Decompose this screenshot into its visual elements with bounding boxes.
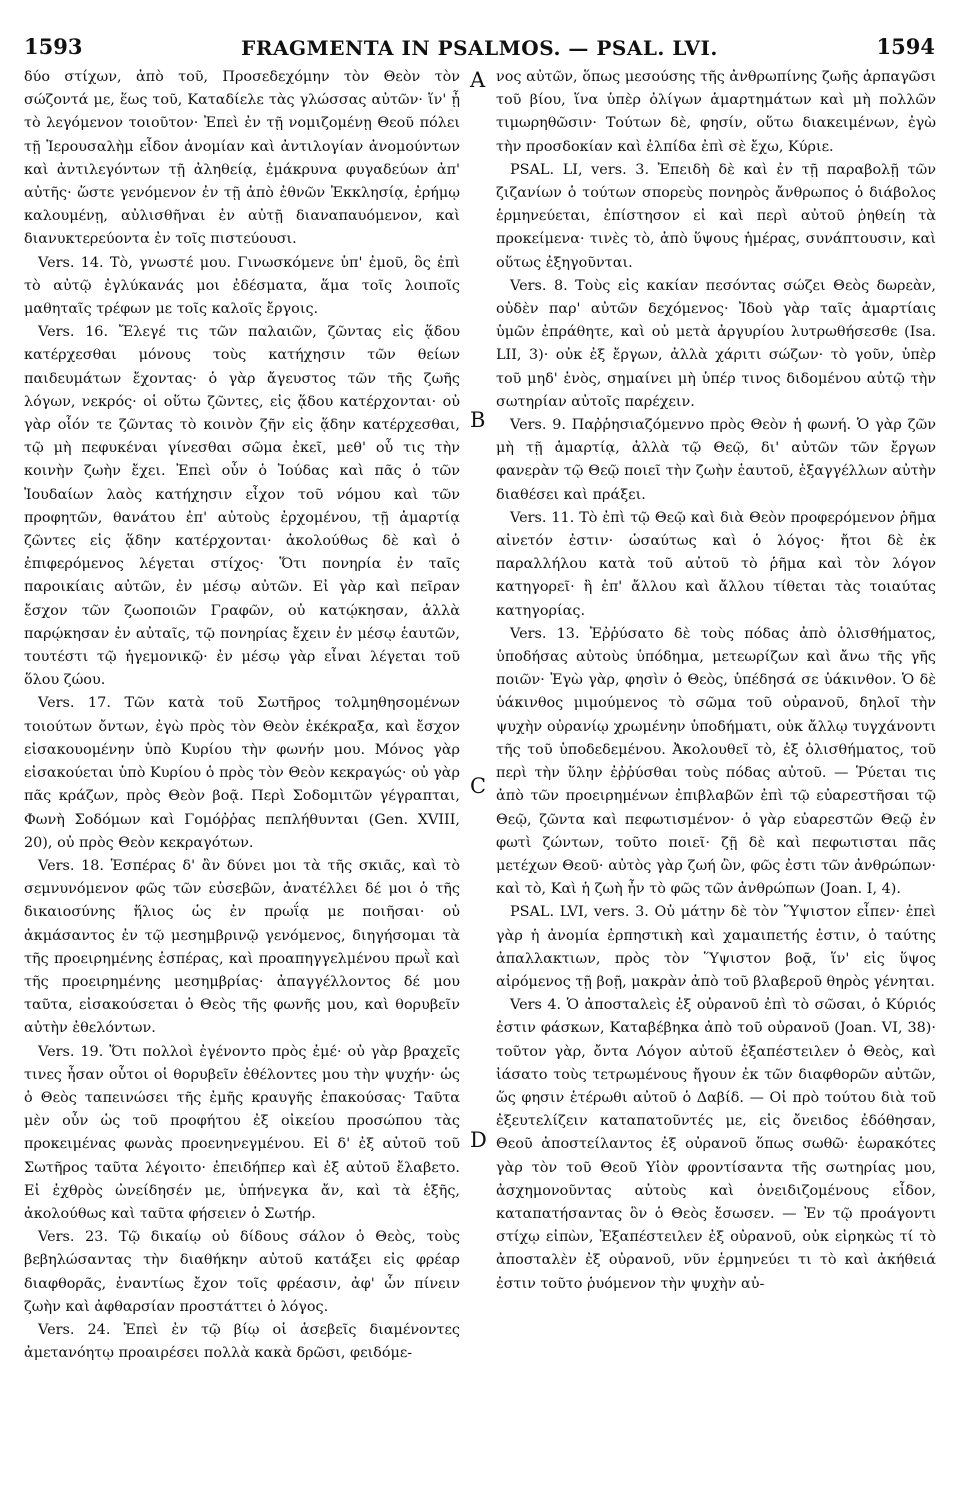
paragraph: PSAL. LVI, vers. 3. Οὐ μάτην δὲ τὸν Ὕψιστον εἶπεν· ἐπεὶ γὰρ ἡ ἀνομία ἐρπηστικὴ καὶ χαμαιπετής ἐστιν, ὁ ταύτης ἀπαλλακτιων, πρὸς τὸν Ὕψιστον βοᾷ, ἵν' εἰς ὕψος αἰρόμενος τῇ βοῇ, μακρὰν ἀπὸ τοῦ βλαβεροῦ θηρὸς γένηται. (496, 904, 936, 990)
paragraph: νος αὐτῶν, ὅπως μεσούσης τῆς ἀνθρωπίνης ζωῆς ἁρπαγῶσι τοῦ βίου, ἵνα ὑπὲρ ὀλίγων ἁμαρτημάτων καὶ μὴ πολλῶν τιμωρηθῶσιν· Τούτων δὲ, φησίν, οὕτω διακειμένων, ἐγὼ τὴν προσδοκίαν καὶ ἐλπίδα ἐπὶ σὲ ἔχω, Κύριε. (496, 69, 936, 155)
paragraph: Vers. 9. Παῤῥησιαζόμεννο πρὸς Θεὸν ἡ φωνή. Ὁ γὰρ ζῶν μὴ τῇ ἁμαρτίᾳ, ἀλλὰ τῷ Θεῷ, δι' αὐτῶν τῶν ἔργων φανερὰν τῷ Θεῷ ποιεῖ τὴν ζωὴν ἑαυτοῦ, ἐξαγγέλλων αὐτὴν διαθέσει καὶ πράξει. (496, 417, 936, 503)
margin-section-letters (466, 0, 494, 1501)
margin-letter: A (470, 68, 486, 92)
margin-letter: D (470, 1128, 487, 1152)
paragraph: Vers. 18. Ἑσπέρας δ' ἂν δύνει μοι τὰ τῆς σκιᾶς, καὶ τὸ σεμνυνόμενον φῶς τῶν εὐσεβῶν, ἀνατέλλει δέ μοι ὁ τῆς δικαιοσύνης ἥλιος ὡς ἐν πρωΐᾳ με ποιῆσαι· οὐ ἀκμάσαντος ἐν τῷ μεσημβρινῷ γενόμενος, διηγήσομαι τὰ τῆς προειρημένης ἑσπέρας, καὶ προαπηγγελμένου πρωῒ καὶ τῆς προειρημένης μεσημβρίας· ἀπαγγέλλοντος δέ μου ταῦτα, εἰσακούσεται ὁ Θεὸς τῆς φωνῆς μου, καὶ θορυβεῖν αὐτὴν ἐθελόντων. (24, 857, 460, 1037)
paragraph: PSAL. LI, vers. 3. Ἐπειδὴ δὲ καὶ ἐν τῇ παραβολῇ τῶν ζιζανίων ὁ τούτων σπορεὺς πονηρὸς ἄνθρωπος ὁ διάβολος ἑρμηνεύεται, ἐπίστησον εἰ καὶ περὶ αὐτοῦ ῥηθείη τὰ προκείμενα· τινὲς τὸ, ἀπὸ ὕψους ἡμέρας, συνάπτουσιν, καὶ οὕτως ἐξηγοῦνται. (496, 161, 936, 271)
paragraph: Vers. 13. Ἐῤῥύσατο δὲ τοὺς πόδας ἀπὸ ὀλισθήματος, ὑποδήσας αὐτοὺς ὑπόδημα, μετεωρίζων καὶ ἄνω τῆς γῆς ποιῶν· Ἐγὼ γὰρ, φησὶν ὁ Θεὸς, ὑπέδησά σε ὑάκινθον. Ὁ δὲ ὑάκινθος μιμούμενος τὸ σῶμα τοῦ οὐρανοῦ, δηλοῖ τὴν ψυχὴν οὐρανίῳ χρωμένην ὑποδήματι, οὐκ ἄλλῳ τυγχάνοντι τῆς τοῦ ὑποδεδεμένου. Ἀκολουθεῖ τὸ, ἐξ ὀλισθήματος, τοῦ περὶ τὴν ὕλην ἐῤῥύσθαι τοὺς πόδας αὐτοῦ. — Ῥύεται τις ἀπὸ τῶν προειρημένων ἐπιβλαβῶν ἐπὶ τῷ εὐαρεστῆσαι τῷ Θεῷ, ζῶντα καὶ πεφωτισμένον· ὁ γὰρ εὐαρεστῶν Θεῷ ἐν φωτὶ ζώντων, τοῦτο ποιεῖ· ζῇ δὲ καὶ πεφωτισται πᾶς μετέχων Θεοῦ· αὐτὸς γὰρ ζωή ὢν, φῶς ἐστι τῶν ἀνθρώπων· καὶ τὸ, Καὶ ἡ ζωὴ ἦν τὸ φῶς τῶν ἀνθρώπων (Joan. I, 4). (496, 625, 936, 898)
paragraph: Vers. 11. Τὸ ἐπὶ τῷ Θεῷ καὶ διὰ Θεὸν προφερόμενον ῥῆμα αἰνετόν ἐστιν· ὡσαύτως καὶ ὁ λόγος· ἤτοι δὲ ἐκ παραλλήλου κατὰ τοῦ αὐτοῦ τὸ ῥῆμα καὶ τὸν λόγον κατηγορεῖ· ἢ ἐπ' ἄλλου καὶ ἄλλου τίθεται τὰς τοιαύτας κατηγορίας. (496, 509, 936, 619)
paragraph: Vers. 19. Ὅτι πολλοὶ ἐγένοντο πρὸς ἐμέ· οὐ γὰρ βραχεῖς τινες ἦσαν οὗτοι οἱ θορυβεῖν ἐθέλοντες μου τὴν ψυχήν· ὡς ὁ Θεὸς ταπεινώσει τῆς ἐμῆς κραυγῆς ἐπακούσας· Ταῦτα μὲν οὖν ὡς τοῦ προφήτου ἐξ οἰκείου προσώπου τὰς προκειμένας φωνὰς προενηνεγμένου. Εἰ δ' ἐξ αὐτοῦ τοῦ Σωτῆρος ταῦτα λέγοιτο· ἐπειδήπερ καὶ ἐξ αὐτοῦ ἔλαβετο. Εἰ ἐχθρὸς ὠνείδησέν με, ὑπήνεγκα ἄν, καὶ τὰ ἑξῆς, ἀκολούθως καὶ ταῦτα φήσειεν ὁ Σωτήρ. (24, 1043, 460, 1222)
right-column (496, 66, 936, 1296)
paragraph: Vers. 17. Τῶν κατὰ τοῦ Σωτῆρος τολμηθησομένων τοιούτων ὄντων, ἐγὼ πρὸς τὸν Θεὸν ἐκέκραξα, καὶ ἔσχον εἰσακουομένην ὑπὸ Κυρίου τὴν φωνήν μου. Μόνος γὰρ εἰσακούεται ὑπὸ Κυρίου ὁ πρὸς τὸν Θεὸν κεκραγώς· οὐ γὰρ πᾶς κράζων, πρὸς Θεὸν βοᾷ. Περὶ Σοδομιτῶν γέγραπται, Φωνὴ Σοδόμων καὶ Γομόῤῥας πεπλήθυνται (Gen. XVIII, 20), οὐ πρὸς Θεὸν κεκραγότων. (24, 695, 460, 851)
paragraph: Vers. 23. Τῷ δικαίῳ οὐ δίδους σάλον ὁ Θεὸς, τοὺς βεβηλώσαντας τὴν διαθήκην αὐτοῦ κατάξει εἰς φρέαρ διαφθορᾶς, ἐναντίως ἔχον τοῖς φρέασιν, ἀφ' ὧν πίνειν ζωὴν καὶ ἀφθαρσίαν προστάττει ὁ λόγος. (24, 1229, 460, 1315)
right-page-number: 1594 (876, 34, 935, 59)
running-title: FRAGMENTA IN PSALMOS. — PSAL. LVI. (241, 36, 718, 60)
paragraph: Vers. 8. Τοὺς εἰς κακίαν πεσόντας σώζει Θεὸς δωρεὰν, οὐδὲν παρ' αὐτῶν δεχόμενος· Ἰδοὺ γὰρ ταῖς ἁμαρτίαις ὑμῶν ἐπράθητε, καὶ οὐ μετὰ ἀργυρίου λυτρωθήσεσθε (Isa. LII, 3)· οὐκ ἐξ ἔργων, ἀλλὰ χάριτι σώζων· τὸ γοῦν, ὑπὲρ τοῦ μηδ' ἑνὸς, σημαίνει μὴ ὑπέρ τινος διδομένου αὐτῷ τὴν σωτηρίαν αὐτοῖς παρέχειν. (496, 277, 936, 410)
paragraph: Vers 4. Ὁ ἀποσταλεὶς ἐξ οὐρανοῦ ἐπὶ τὸ σῶσαι, ὁ Κύριός ἐστιν φάσκων, Καταβέβηκα ἀπὸ τοῦ οὐρανοῦ (Joan. VI, 38)· τοῦτον γὰρ, ὄντα Λόγον αὐτοῦ ἐξαπέστειλεν ὁ Θεὸς, καὶ ἰάσατο τοὺς τετρωμένους ἤγουν ἐκ τῶν διαφθορῶν αὐτῶν, ὥς φησιν ἑτέρωθι αὐτοῦ ὁ Δαβίδ. — Οἱ πρὸ τούτου διὰ τοῦ ἐξευτελίζειν καταπατοῦντές με, εἰς ὄνειδος ἐδόθησαν, Θεοῦ ἀποστείλαντος ἐξ οὐρανοῦ ὅπως σωθῶ· ἑωρακότες γὰρ τὸν τοῦ Θεοῦ Υἱὸν φροντίσαντα τῆς σωτηρίας μου, ἀσχημονοῦντας αὐτοὺς καὶ ὀνειδιζομένους εἶδον, καταπατήσαντας ὃν ὁ Θεὸς ἔσωσεν. — Ἐν τῷ προάγοντι στίχῳ εἰπὼν, Ἐξαπέστειλεν ἐξ οὐρανοῦ, οὐκ εἰρηκὼς τί τὸ ἀποσταλὲν ἐξ οὐρανοῦ, νῦν ἑρμηνεύει τι τὸ καὶ ἀκήθειά ἐστιν τοῦτο ῥυόμενον τὴν ψυχὴν αὐ- (496, 997, 936, 1292)
paragraph: Vers. 16. Ἔλεγέ τις τῶν παλαιῶν, ζῶντας εἰς ᾅδου κατέρχεσθαι μόνους τοὺς κατήχησιν τῶν θείων παιδευμάτων ἔχοντας· ὁ γὰρ ἄγευστος τῶν τῆς ζωῆς λόγων, νεκρός· οἱ οὕτω ζῶντες, εἰς ᾅδου κατέρχονται· οὐ γὰρ οἷόν τε ζῶντας τὸ κοινὸν ζῆν εἰς ᾅδην κατέρχεσθαι, τῷ μὴ πεφυκέναι γίνεσθαι σῶμα ἐκεῖ, μεθ' οὗ τις τὴν κοινὴν ζωὴν ἔχει. Ἐπεὶ οὖν ὁ Ἰούδας καὶ πᾶς ὁ τῶν Ἰουδαίων λαὸς κατήχησιν εἶχον τοῦ νόμου καὶ τῶν προφητῶν, θανάτου ἐπ' αὐτοὺς ἐρχομένου, τῇ ἁμαρτίᾳ ζῶντες εἰς ᾅδην κατέρχονται· ἀκολούθως δὲ καὶ ὁ ἐπιφερόμενος λέγεται στίχος· Ὅτι πονηρία ἐν ταῖς παροικίαις αὐτῶν, ἐν μέσῳ αὐτῶν. Εἰ γὰρ καὶ πεῖραν ἔσχον τῶν ζωοποιῶν Γραφῶν, οὐ κατῴκησαν, ἀλλὰ παρῴκησαν ἐν αὐταῖς, τῷ πονηρίας ἔχειν ἐν μέσῳ ἑαυτῶν, τουτέστι τῷ ἡγεμονικῷ· ἐν μέσῳ γὰρ εἶναι λέγεται τοῦ ὅλου ζώου. (24, 324, 460, 689)
margin-letter: B (470, 408, 486, 432)
margin-letter: C (470, 774, 487, 798)
paragraph: Vers. 24. Ἐπεὶ ἐν τῷ βίῳ οἱ ἀσεβεῖς διαμένοντες ἀμετανόητῳ προαιρέσει πολλὰ κακὰ δρῶσι, φειδόμε- (24, 1321, 460, 1362)
paragraph: Vers. 14. Τὸ, γνωστέ μου. Γινωσκόμενε ὑπ' ἐμοῦ, ὃς ἐπὶ τὸ αὐτῷ ἐγλύκανάς μοι ἐδέσματα, ἅμα τοῖς λοιποῖς μαθηταῖς τρέφων με τοῖς καλοῖς ἔργοις. (24, 254, 460, 318)
left-page-number: 1593 (24, 34, 83, 59)
left-column (24, 66, 460, 1365)
paragraph: δύο στίχων, ἀπὸ τοῦ, Προσεδεχόμην τὸν Θεὸν τὸν σώζοντά με, ἕως τοῦ, Καταδίελε τὰς γλώσσας αὐτῶν· ἵν' ᾖ τὸ λεγόμενον τοιοῦτον· Ἐπεὶ ἐν τῇ νομιζομένῃ Θεοῦ πόλει τῇ Ἱερουσαλὴμ εἶδον ἀνομίαν καὶ ἀντιλογίαν ἀνομούντων καὶ ἀντιλεγόντων τῇ ἀληθείᾳ, ἐμάκρυνα φυγαδεύων ἀπ' αὐτῆς· ὥστε γενόμενον ἐν τῇ ἀπὸ ἐθνῶν Ἐκκλησίᾳ, ἐρήμῳ καλουμένῃ, αὐλισθῆναι ἐν αὐτῇ διαναπαυόμενον, καὶ διανυκτερεύοντα ἐν τοῖς πιστεύουσι. (24, 69, 460, 248)
